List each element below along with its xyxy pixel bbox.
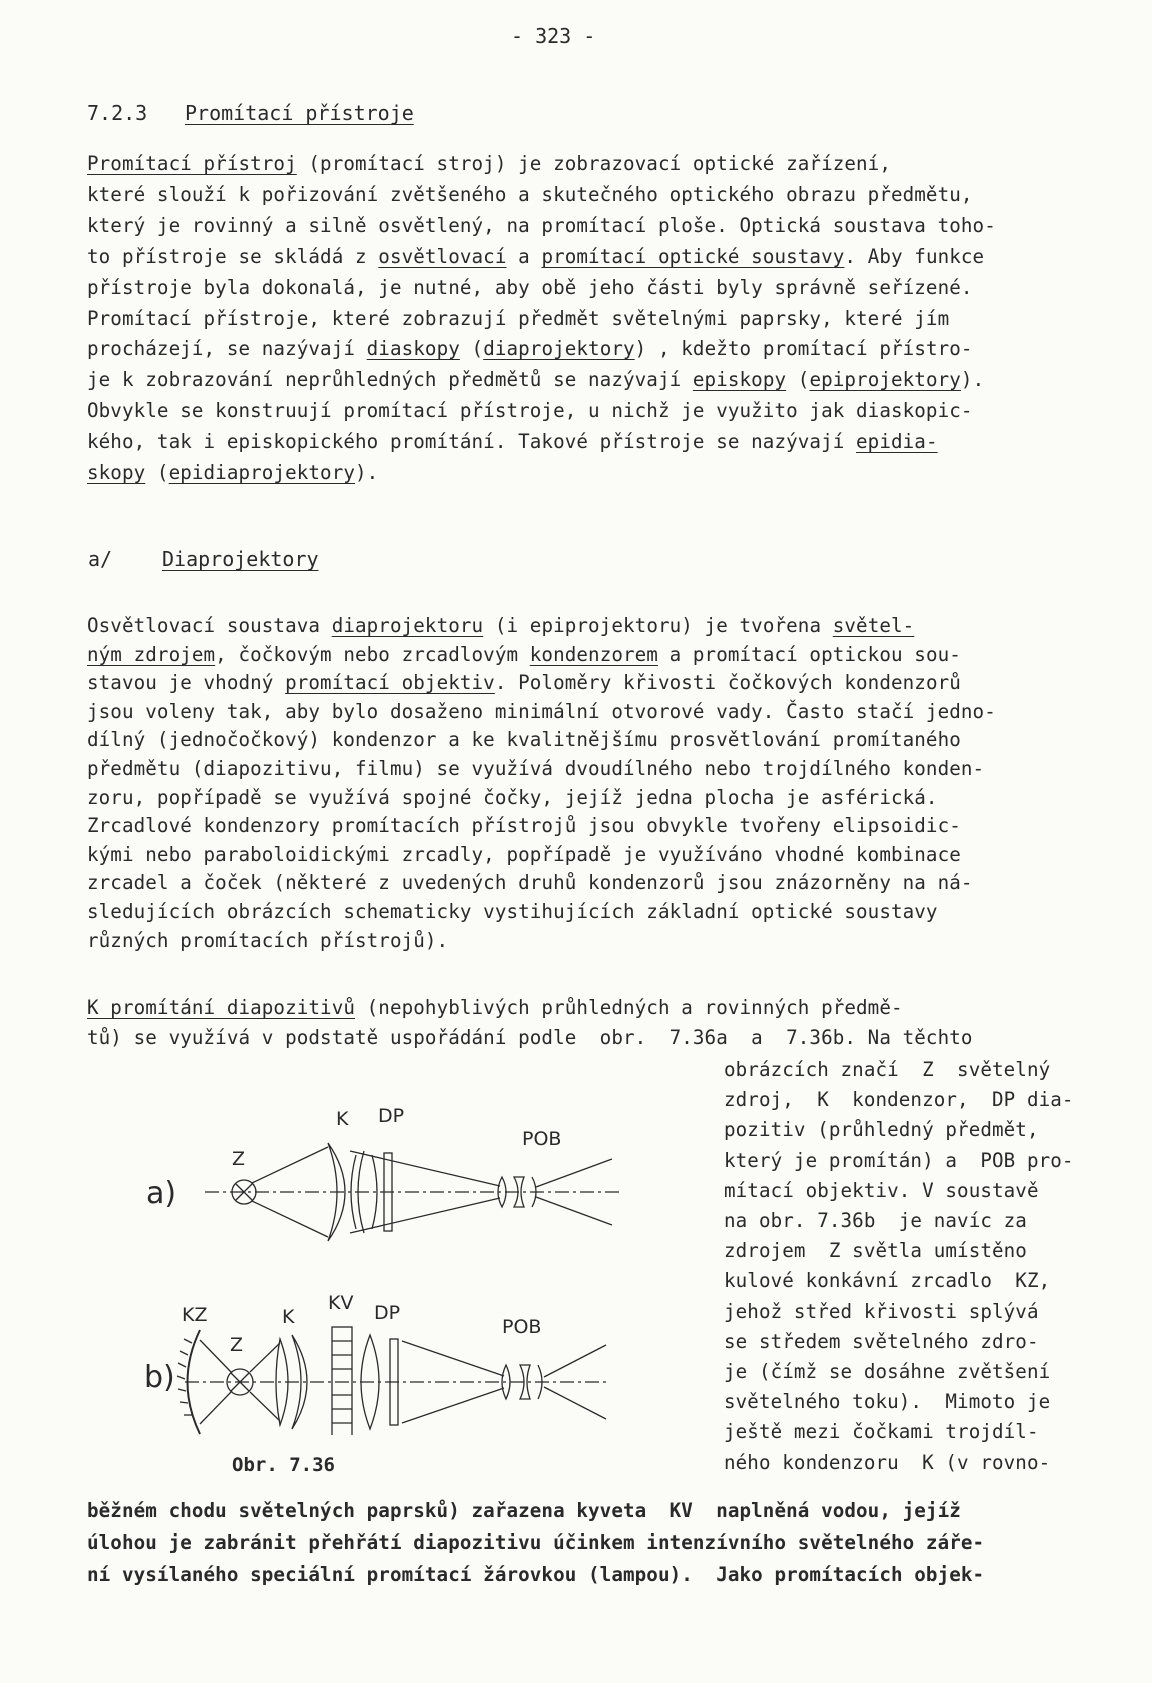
text-run: zoru, popřípadě se využívá spojné čočky, jejíž jedna plocha je asférická. — [87, 785, 938, 809]
text-run: přístroje byla dokonalá, je nutné, aby obě jeho části byly správně seřízené. — [87, 275, 973, 299]
intro-line — [87, 214, 996, 238]
fig-b-z-label: Z — [230, 1334, 244, 1356]
para-b-side-line: ještě mezi čočkami trojdíl- — [724, 1420, 1039, 1444]
text-run: ). — [960, 368, 985, 392]
para-a-line — [87, 700, 996, 724]
figure-7-36 — [140, 1095, 700, 1435]
section-title: Promítací přístroje — [185, 101, 414, 125]
page-number: - 323 - — [511, 24, 596, 48]
fig-a-dp-label: DP — [378, 1105, 405, 1127]
text-run: to přístroje se skládá z — [87, 244, 379, 268]
para-b-side-line: zdrojem Z světla umístěno — [724, 1239, 1027, 1263]
text-run: ( — [145, 461, 169, 484]
text-run: Zrcadlové kondenzory promítacích přístrojů jsou obvykle tvořeny elipsoidic- — [87, 814, 961, 838]
underlined-term: episkopy — [692, 368, 787, 392]
intro-line — [87, 307, 949, 331]
text-run: Osvětlovací soustava — [87, 614, 332, 637]
intro-line — [87, 368, 984, 392]
underlined-term: skopy — [87, 461, 146, 484]
underlined-term: K promítání diapozitivů — [87, 996, 355, 1019]
text-run: (i epiprojektoru) je tvořena — [483, 614, 833, 637]
text-run: které slouží k pořizování zvětšeného a skutečného optického obrazu předmětu, — [87, 182, 973, 206]
text-run: dílný (jednočočkový) kondenzor a ke kvalitnějšímu prosvětlování promítaného — [87, 728, 961, 752]
para-b-side-line: který je promítán) a POB pro- — [724, 1148, 1074, 1172]
para-a-line — [87, 871, 973, 895]
text-run: stavou je vhodný — [87, 671, 286, 695]
text-run: kými nebo paraboloidickými zrcadly, popřípadě je využíváno vhodné kombinace — [87, 842, 961, 866]
underlined-term: epidiaprojektory — [168, 461, 356, 484]
fig-b-label: b) — [144, 1360, 175, 1395]
para-a-line — [87, 900, 938, 924]
intro-line — [87, 183, 973, 207]
fig-a-label: a) — [146, 1176, 177, 1211]
para-a-line — [87, 728, 961, 752]
intro-line — [87, 337, 973, 361]
text-run: který je rovinný a silně osvětlený, na promítací ploše. Optická soustava toho- — [87, 213, 996, 237]
text-run: a promítací optickou sou- — [657, 642, 961, 666]
para-a-line — [87, 843, 961, 867]
fig-b-pob-label: POB — [502, 1316, 542, 1338]
text-run: ) , kdežto promítací přístro- — [634, 337, 973, 361]
fig-a-z-label: Z — [232, 1148, 246, 1170]
intro-line — [87, 461, 378, 485]
text-run: Obvykle se konstruují promítací přístroje, u nichž je využito jak diaskopic- — [87, 399, 973, 423]
text-run: . Poloměry křivosti čočkových kondenzorů — [494, 671, 961, 695]
text-run: sledujících obrázcích schematicky vystihujících základní optické soustavy — [87, 900, 938, 923]
section-number: 7.2.3 — [87, 101, 148, 125]
text-run: (promítací stroj) je zobrazovací optické zařízení, — [296, 152, 891, 175]
para-b-bottom-line: úlohou je zabránit přehřátí diapozitivu účinkem intenzívního světelného záře- — [87, 1531, 985, 1554]
para-b-side-line: obrázcích značí Z světelný — [724, 1058, 1051, 1081]
underlined-term: promítací objektiv — [285, 671, 495, 695]
underlined-term: diaprojektory — [483, 337, 635, 361]
figure-caption: Obr. 7.36 — [232, 1454, 335, 1476]
para-b-bottom-line: ní vysílaného speciální promítací žárovkou (lampou). Jako promítacích objek- — [87, 1563, 985, 1586]
text-run: zrcadel a čoček (některé z uvedených druhů kondenzorů jsou znázorněny na ná- — [87, 871, 973, 895]
fig-b-kv-label: KV — [328, 1292, 354, 1314]
para-b-bottom-line: běžném chodu světelných paprsků) zařazena kyveta KV naplněná vodou, jejíž — [87, 1499, 961, 1522]
para-a-line — [87, 643, 961, 667]
text-run: , čočkovým nebo zrcadlovým — [215, 642, 530, 666]
text-run: jsou voleny tak, aby bylo dosaženo minimální otvorové vady. Často stačí jedno- — [87, 699, 996, 723]
intro-line — [87, 276, 973, 300]
underlined-term: kondenzorem — [529, 642, 658, 666]
text-run: a — [506, 244, 542, 268]
para-a-line — [87, 814, 961, 838]
fig-b-dp-label: DP — [374, 1302, 401, 1324]
text-run: tů) se využívá v podstatě uspořádání podle obr. 7.36a a 7.36b. Na těchto — [87, 1026, 973, 1049]
intro-line — [87, 430, 938, 454]
text-run: ( — [459, 337, 484, 361]
para-b-side-line: světelného toku). Mimoto je — [724, 1390, 1051, 1414]
text-run: různých promítacích přístrojů). — [87, 928, 449, 952]
underlined-term: epiprojektory — [809, 368, 961, 392]
para-b-side-line: kulové konkávní zrcadlo KZ, — [724, 1269, 1051, 1293]
text-run: ). — [355, 461, 379, 484]
text-run: ( — [786, 368, 810, 392]
intro-line — [87, 399, 973, 423]
intro-line — [87, 245, 984, 269]
para-b-side-line: je (čímž se dosáhne zvětšení — [724, 1360, 1051, 1383]
para-b-side-line: na obr. 7.36b je navíc za — [724, 1209, 1027, 1232]
underlined-term: epidia- — [856, 430, 938, 454]
subsection-title: Diaprojektory — [162, 547, 319, 571]
fig-a-pob-label: POB — [522, 1128, 562, 1150]
underlined-term: diaskopy — [366, 337, 460, 361]
para-b-side-line: zdroj, K kondenzor, DP dia- — [724, 1088, 1074, 1112]
underlined-term: diaprojektoru — [331, 614, 484, 637]
para-a-line — [87, 614, 914, 638]
para-b-top-line — [87, 1026, 973, 1050]
underlined-term: osvětlovací — [378, 244, 507, 268]
para-a-line — [87, 671, 961, 695]
para-b-side-line: mítací objektiv. V soustavě — [724, 1178, 1039, 1202]
text-run: (nepohyblivých průhledných a rovinných předmě- — [355, 996, 903, 1019]
text-run: je k zobrazování neprůhledných předmětů se nazývají — [87, 368, 693, 392]
para-b-side-line: pozitiv (průhledný předmět, — [724, 1118, 1039, 1142]
text-run: kého, tak i episkopického promítání. Takové přístroje se nazývají — [87, 430, 857, 454]
underlined-term: promítací optické soustavy — [541, 244, 845, 268]
subsection-label: a/ — [88, 547, 113, 571]
para-b-top-line — [87, 996, 903, 1020]
fig-a-k-label: K — [336, 1108, 349, 1130]
underlined-term: Promítací přístroj — [87, 152, 297, 175]
para-a-line — [87, 786, 938, 810]
para-a-line — [87, 757, 984, 781]
fig-b-k-label: K — [282, 1306, 295, 1328]
text-run: Promítací přístroje, které zobrazují předmět světelnými paprsky, které jím — [87, 306, 950, 330]
para-b-side-line: ného kondenzoru K (v rovno- — [724, 1450, 1051, 1474]
underlined-term: světel- — [832, 614, 915, 637]
para-b-side-line: se středem světelného zdro- — [724, 1329, 1039, 1353]
text-run: . Aby funkce — [844, 244, 985, 268]
underlined-term: ným zdrojem — [87, 642, 216, 666]
text-run: procházejí, se nazývají — [87, 337, 367, 361]
para-a-line — [87, 929, 448, 953]
para-b-side-line: jehož střed křivosti splývá — [724, 1299, 1039, 1323]
text-run: předmětu (diapozitivu, filmu) se využívá dvoudílného nebo trojdílného konden- — [87, 757, 985, 780]
intro-line — [87, 152, 891, 176]
fig-b-kz-label: KZ — [182, 1304, 208, 1326]
fig-b-cuvette — [332, 1327, 352, 1435]
